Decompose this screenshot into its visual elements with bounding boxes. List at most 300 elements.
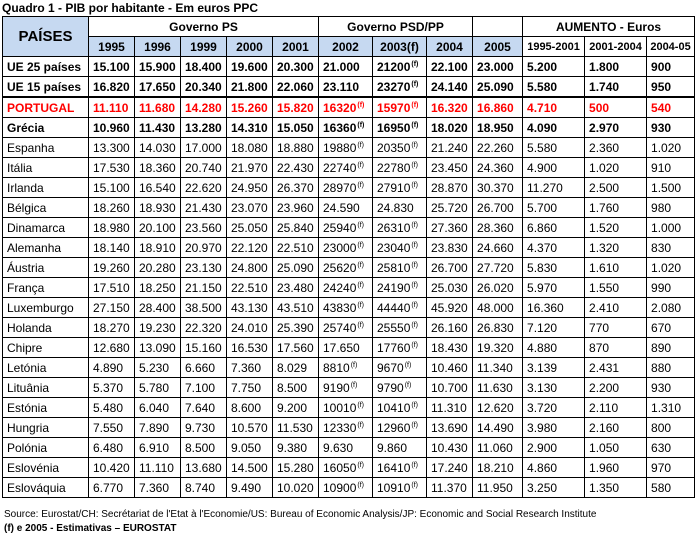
value-cell: [427, 478, 473, 498]
value-cell: [319, 178, 373, 198]
aumento-cell: 16.360: [523, 298, 585, 318]
value-cell: [227, 318, 273, 338]
aumento-cell: 500: [585, 97, 647, 118]
value-text: 10900: [323, 480, 357, 495]
table-row: [3, 378, 695, 398]
aumento-cell: 1.020: [585, 158, 647, 178]
value-cell: [473, 418, 523, 438]
value-cell: [227, 178, 273, 198]
value-cell: [319, 338, 373, 358]
value-cell: [181, 438, 227, 458]
value-cell: [181, 118, 227, 138]
aumento-cell: 2.080: [647, 298, 695, 318]
value-cell: [273, 278, 319, 298]
value-text: 9790: [377, 380, 404, 395]
value-text: 15.280: [277, 460, 314, 475]
estimate-footnote: (f) e 2005 - Estimativas – EUROSTAT: [4, 523, 177, 534]
value-cell: [135, 238, 181, 258]
value-text: 8.029: [277, 360, 308, 375]
value-cell: [181, 77, 227, 98]
value-text: 15.820: [277, 100, 314, 115]
value-text: 25.090: [277, 260, 314, 275]
aumento-cell: 1.000: [647, 218, 695, 238]
value-cell: [427, 77, 473, 98]
value-text: 26.700: [477, 200, 514, 215]
value-text: 25.390: [277, 320, 314, 335]
aumento-cell: 4.090: [523, 118, 585, 138]
value-text: 10.430: [431, 440, 468, 455]
value-text: 18.080: [231, 140, 268, 155]
value-text: 20.100: [139, 220, 176, 235]
estimate-marker: (f): [411, 101, 419, 109]
year-header: 1996: [135, 37, 181, 57]
estimate-marker: (f): [411, 341, 418, 349]
value-cell: [227, 138, 273, 158]
value-cell: [135, 258, 181, 278]
aumento-cell: 2.900: [523, 438, 585, 458]
value-cell: [227, 378, 273, 398]
blank-2005-group: [473, 17, 523, 37]
value-cell: [227, 238, 273, 258]
value-text: 11.370: [431, 480, 467, 495]
table-row: [3, 238, 695, 258]
value-text: 7.550: [93, 420, 124, 435]
year-header: 2005: [473, 37, 523, 57]
value-text: 22.260: [477, 140, 514, 155]
value-text: 27.720: [477, 260, 514, 275]
value-text: 19880: [323, 140, 357, 155]
value-cell: [373, 77, 427, 98]
value-cell: [135, 278, 181, 298]
value-cell: [319, 378, 373, 398]
value-cell: [373, 338, 427, 358]
estimate-marker: (f): [411, 461, 418, 469]
value-text: 18.430: [431, 340, 468, 355]
year-header: 2001: [273, 37, 319, 57]
estimate-marker: (f): [411, 221, 418, 229]
value-text: 28.360: [477, 220, 514, 235]
value-text: 19.320: [477, 340, 514, 355]
value-text: 6.770: [93, 480, 124, 495]
value-text: 20.300: [277, 59, 314, 74]
value-text: 6.910: [139, 440, 170, 455]
country-name: França: [3, 278, 89, 298]
value-cell: [135, 138, 181, 158]
value-text: 21.970: [231, 160, 268, 175]
country-name: Luxemburgo: [3, 298, 89, 318]
value-text: 16410: [377, 460, 411, 475]
value-cell: [227, 438, 273, 458]
estimate-marker: (f): [357, 181, 364, 189]
value-cell: [373, 458, 427, 478]
aumento-cell: 4.880: [523, 338, 585, 358]
value-cell: [273, 218, 319, 238]
aumento-cell: 1.800: [585, 57, 647, 77]
aumento-cell: 5.580: [523, 77, 585, 98]
value-cell: [227, 298, 273, 318]
aumento-cell: 1.520: [585, 218, 647, 238]
value-cell: [373, 57, 427, 77]
value-text: 28970: [323, 180, 357, 195]
value-cell: [427, 138, 473, 158]
table-row: [3, 57, 695, 77]
value-text: 11.950: [477, 480, 513, 495]
value-text: 25.030: [431, 280, 468, 295]
value-text: 12330: [323, 420, 357, 435]
value-cell: [427, 338, 473, 358]
country-name: Eslovénia: [3, 458, 89, 478]
value-text: 28.870: [431, 180, 468, 195]
value-text: 15.260: [231, 100, 268, 115]
country-name: Grécia: [3, 118, 89, 138]
value-cell: [473, 378, 523, 398]
value-text: 26310: [377, 220, 411, 235]
value-cell: [473, 358, 523, 378]
value-cell: [181, 458, 227, 478]
value-text: 10.460: [431, 360, 468, 375]
value-cell: [89, 358, 135, 378]
value-cell: [273, 378, 319, 398]
value-cell: [135, 218, 181, 238]
country-name: Hungria: [3, 418, 89, 438]
value-cell: [473, 298, 523, 318]
estimate-marker: (f): [411, 401, 418, 409]
value-text: 10.420: [93, 460, 130, 475]
aumento-cell: 1.760: [585, 198, 647, 218]
value-text: 8.740: [185, 480, 216, 495]
value-text: 26.020: [477, 280, 514, 295]
value-text: 12960: [377, 420, 411, 435]
country-name: Polónia: [3, 438, 89, 458]
value-text: 23.960: [277, 200, 314, 215]
value-text: 12.680: [93, 340, 130, 355]
value-cell: [181, 158, 227, 178]
value-cell: [135, 57, 181, 77]
value-text: 17.240: [431, 460, 468, 475]
value-cell: [181, 358, 227, 378]
estimate-marker: (f): [357, 301, 364, 309]
value-text: 18.260: [93, 200, 130, 215]
value-cell: [227, 258, 273, 278]
value-cell: [427, 57, 473, 77]
value-cell: [319, 57, 373, 77]
value-text: 45.920: [431, 300, 468, 315]
value-cell: [89, 118, 135, 138]
value-cell: [373, 418, 427, 438]
value-cell: [227, 338, 273, 358]
value-text: 23.110: [323, 79, 360, 94]
table-row: [3, 158, 695, 178]
value-cell: [373, 398, 427, 418]
estimate-marker: (f): [357, 221, 364, 229]
value-cell: [227, 358, 273, 378]
aumento-cell: 3.130: [523, 378, 585, 398]
country-name: Dinamarca: [3, 218, 89, 238]
value-cell: [181, 238, 227, 258]
value-cell: [273, 478, 319, 498]
value-text: 22.120: [231, 240, 268, 255]
aumento-period-header: 2004-05: [647, 37, 695, 57]
aumento-cell: 5.970: [523, 278, 585, 298]
aumento-cell: 5.830: [523, 258, 585, 278]
value-text: 18.360: [139, 160, 176, 175]
value-text: 13.680: [185, 460, 222, 475]
value-text: 7.890: [139, 420, 170, 435]
value-cell: [227, 118, 273, 138]
value-cell: [135, 378, 181, 398]
estimate-marker: (f): [357, 261, 364, 269]
value-text: 17.000: [185, 140, 222, 155]
aumento-cell: 1.350: [585, 478, 647, 498]
value-cell: [319, 298, 373, 318]
table-row: [3, 478, 695, 498]
value-cell: [273, 57, 319, 77]
aumento-cell: 4.710: [523, 97, 585, 118]
aumento-cell: 930: [647, 378, 695, 398]
estimate-marker: (f): [411, 121, 419, 129]
value-cell: [181, 258, 227, 278]
value-text: 25.720: [431, 200, 468, 215]
table-row: [3, 398, 695, 418]
value-text: 21.800: [231, 79, 268, 94]
value-cell: [473, 338, 523, 358]
value-cell: [473, 278, 523, 298]
value-cell: [89, 218, 135, 238]
value-cell: [273, 77, 319, 98]
value-text: 4.890: [93, 360, 124, 375]
value-text: 24.010: [231, 320, 268, 335]
aumento-cell: 800: [647, 418, 695, 438]
estimate-marker: (f): [357, 101, 365, 109]
aumento-cell: 1.500: [647, 178, 695, 198]
value-cell: [135, 398, 181, 418]
value-cell: [181, 138, 227, 158]
estimate-marker: (f): [357, 121, 365, 129]
value-text: 43830: [323, 300, 357, 315]
value-text: 8.500: [185, 440, 216, 455]
value-text: 25620: [323, 260, 357, 275]
estimate-marker: (f): [411, 281, 418, 289]
value-cell: [135, 298, 181, 318]
aumento-cell: 4.900: [523, 158, 585, 178]
value-cell: [135, 198, 181, 218]
value-text: 13.690: [431, 420, 468, 435]
value-cell: [273, 138, 319, 158]
aumento-cell: 1.550: [585, 278, 647, 298]
value-cell: [473, 438, 523, 458]
value-text: 24.360: [477, 160, 514, 175]
value-cell: [181, 198, 227, 218]
value-text: 9.490: [231, 480, 262, 495]
value-text: 19.230: [139, 320, 176, 335]
value-cell: [89, 198, 135, 218]
estimate-marker: (f): [357, 481, 364, 489]
estimate-marker: (f): [411, 80, 419, 88]
value-cell: [181, 178, 227, 198]
value-text: 9.200: [277, 400, 308, 415]
value-text: 23.450: [431, 160, 468, 175]
aumento-cell: 880: [647, 358, 695, 378]
value-text: 14.280: [185, 100, 222, 115]
value-text: 16.320: [431, 100, 468, 115]
value-cell: [181, 97, 227, 118]
value-text: 23270: [377, 79, 411, 94]
value-text: 22.100: [431, 59, 468, 74]
value-cell: [373, 478, 427, 498]
country-name: Áustria: [3, 258, 89, 278]
value-cell: [373, 118, 427, 138]
value-cell: [373, 97, 427, 118]
value-cell: [89, 318, 135, 338]
value-cell: [473, 318, 523, 338]
value-cell: [473, 118, 523, 138]
aumento-cell: 3.139: [523, 358, 585, 378]
value-text: 27.360: [431, 220, 468, 235]
estimate-marker: (f): [411, 321, 418, 329]
table-row: [3, 258, 695, 278]
aumento-cell: 770: [585, 318, 647, 338]
value-text: 43.510: [277, 300, 314, 315]
country-name: Itália: [3, 158, 89, 178]
value-cell: [319, 358, 373, 378]
value-cell: [89, 278, 135, 298]
governo-psdpp-header: Governo PSD/PP: [319, 17, 473, 37]
value-cell: [373, 278, 427, 298]
value-text: 23040: [377, 240, 411, 255]
estimate-marker: (f): [411, 181, 418, 189]
value-cell: [319, 138, 373, 158]
aumento-cell: 1.960: [585, 458, 647, 478]
value-cell: [427, 358, 473, 378]
value-text: 24240: [323, 280, 357, 295]
value-cell: [373, 158, 427, 178]
value-cell: [319, 258, 373, 278]
value-text: 14.490: [477, 420, 514, 435]
value-cell: [135, 418, 181, 438]
value-cell: [181, 278, 227, 298]
value-text: 10910: [377, 480, 411, 495]
value-text: 15.900: [139, 59, 176, 74]
value-text: 20.340: [185, 79, 222, 94]
aumento-cell: 540: [647, 97, 695, 118]
value-text: 20.280: [139, 260, 176, 275]
country-name: Espanha: [3, 138, 89, 158]
value-text: 22740: [323, 160, 357, 175]
value-text: 18.140: [93, 240, 130, 255]
value-cell: [181, 378, 227, 398]
value-cell: [373, 438, 427, 458]
value-text: 17.650: [323, 340, 360, 355]
value-text: 10010: [323, 400, 357, 415]
value-text: 16050: [323, 460, 357, 475]
value-cell: [89, 418, 135, 438]
value-text: 11.530: [277, 420, 313, 435]
value-cell: [89, 97, 135, 118]
estimate-marker: (f): [411, 261, 418, 269]
year-2003-label: 2003: [380, 39, 407, 54]
value-text: 27910: [377, 180, 411, 195]
value-cell: [227, 398, 273, 418]
estimate-marker: (f): [357, 141, 364, 149]
value-cell: [135, 478, 181, 498]
value-text: 30.370: [477, 180, 514, 195]
value-text: 18.020: [431, 120, 468, 135]
pib-table: [2, 16, 695, 498]
aumento-header: AUMENTO - Euros: [523, 17, 695, 37]
value-text: 16320: [323, 100, 357, 115]
value-cell: [427, 178, 473, 198]
value-cell: [89, 238, 135, 258]
value-cell: [473, 478, 523, 498]
value-text: 22.620: [185, 180, 222, 195]
country-name: Alemanha: [3, 238, 89, 258]
value-cell: [473, 178, 523, 198]
value-cell: [227, 218, 273, 238]
value-cell: [373, 218, 427, 238]
value-text: 23000: [323, 240, 357, 255]
value-cell: [319, 478, 373, 498]
year-2003-suffix: (f): [406, 39, 419, 54]
value-cell: [427, 158, 473, 178]
aumento-cell: 950: [647, 77, 695, 98]
value-cell: [473, 238, 523, 258]
value-text: 9.730: [185, 420, 216, 435]
aumento-cell: 980: [647, 198, 695, 218]
table-row: [3, 77, 695, 98]
value-text: 11.060: [477, 440, 513, 455]
value-cell: [373, 378, 427, 398]
value-cell: [135, 338, 181, 358]
value-text: 18.980: [93, 220, 130, 235]
value-text: 6.660: [185, 360, 216, 375]
value-cell: [273, 198, 319, 218]
value-cell: [427, 318, 473, 338]
value-cell: [473, 77, 523, 98]
estimate-marker: (f): [350, 381, 358, 389]
value-cell: [273, 438, 319, 458]
aumento-cell: 630: [647, 438, 695, 458]
value-text: 10410: [377, 400, 411, 415]
value-text: 21.150: [185, 280, 222, 295]
value-text: 17.650: [139, 79, 176, 94]
value-cell: [319, 218, 373, 238]
value-text: 8810: [323, 360, 350, 375]
governo-ps-header: Governo PS: [89, 17, 319, 37]
country-name: Irlanda: [3, 178, 89, 198]
value-cell: [373, 298, 427, 318]
value-cell: [427, 378, 473, 398]
value-text: 18.950: [477, 120, 514, 135]
value-cell: [273, 358, 319, 378]
value-text: 9190: [323, 380, 350, 395]
value-cell: [273, 318, 319, 338]
table-row: [3, 418, 695, 438]
value-text: 11.430: [139, 120, 176, 135]
value-text: 14.500: [231, 460, 268, 475]
table-row: [3, 318, 695, 338]
value-text: 24.140: [431, 79, 468, 94]
aumento-period-header: 1995-2001: [523, 37, 585, 57]
value-text: 23.830: [431, 240, 468, 255]
value-cell: [227, 97, 273, 118]
value-text: 24.660: [477, 240, 514, 255]
value-cell: [373, 318, 427, 338]
value-cell: [181, 298, 227, 318]
estimate-marker: (f): [411, 481, 418, 489]
value-text: 18.250: [139, 280, 176, 295]
estimate-marker: (f): [411, 161, 418, 169]
value-text: 5.230: [139, 360, 170, 375]
